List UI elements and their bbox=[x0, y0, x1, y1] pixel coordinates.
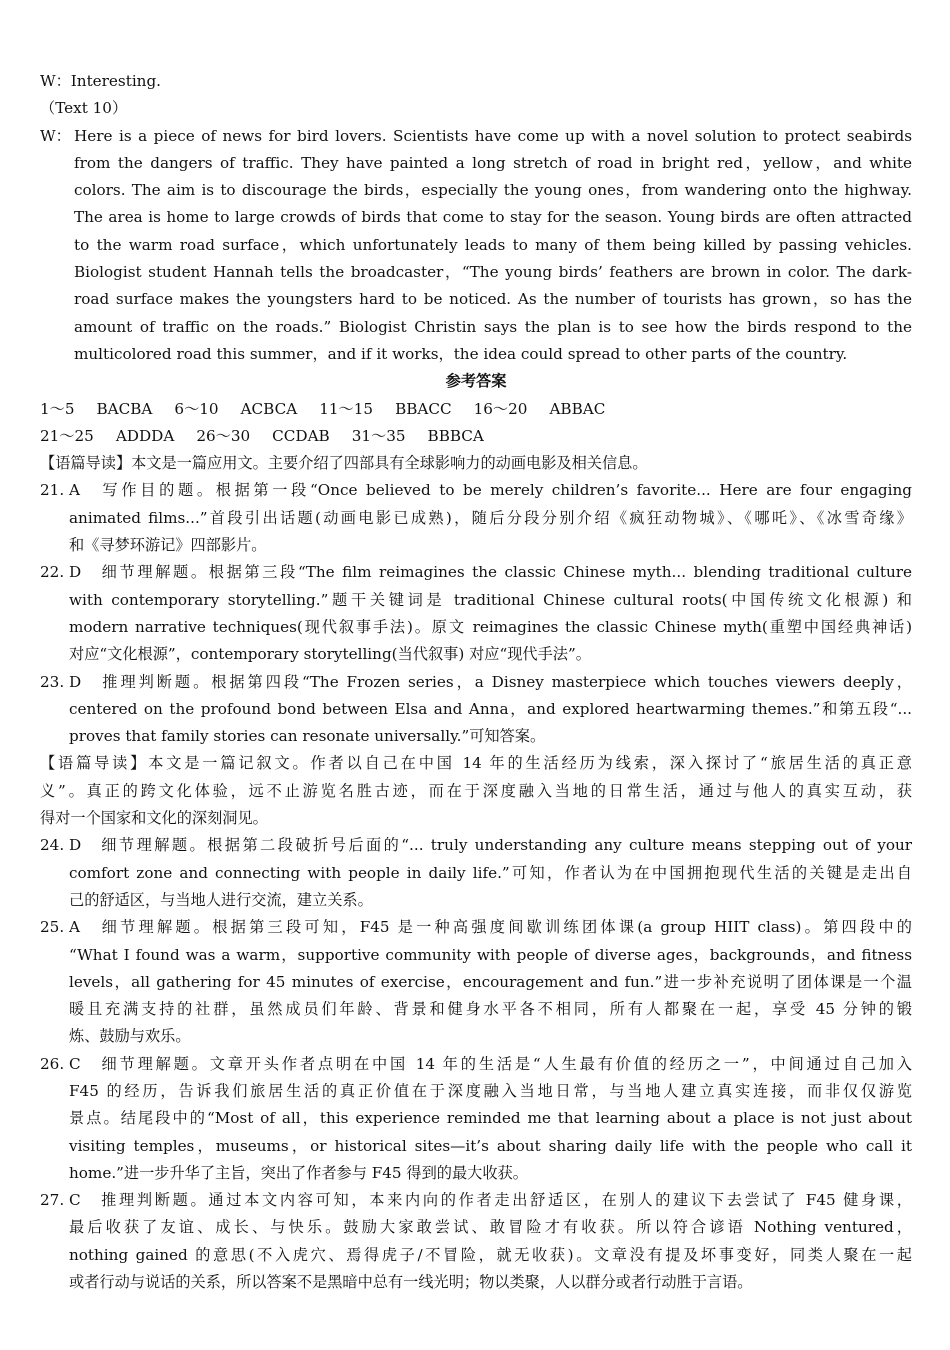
answer-range: 1～5 bbox=[40, 399, 75, 418]
answer-key: BBBCA bbox=[427, 426, 484, 445]
answer-key: BACBA bbox=[96, 399, 153, 418]
explanation-line: A 写作目的题。根据第一段“Once believed to be merely children’s favorite... Here are four engaging bbox=[69, 481, 912, 500]
explanation-27 bbox=[40, 1187, 912, 1296]
news-line: amount of traffic on the roads.” Biologist Christin says the plan is to see how the birds respond to the bbox=[74, 317, 912, 336]
explanation-line: home.”进一步升华了主旨，突出了作者参与 F45 得到的最大收获。 bbox=[69, 1163, 528, 1182]
explanation-line: 暖且充满支持的社群，虽然成员们年龄、背景和健身水平各不相同，所有人都聚在一起，享受 45 分钟的锻 bbox=[69, 1000, 912, 1019]
explanation-line: animated films...”首段引出话题(动画电影已成熟)，随后分段分别介绍《疯狂动物城》、《哪吒》、《冰雪奇缘》 bbox=[69, 508, 912, 527]
explanation-line: D 细节理解题。根据第二段破折号后面的“... truly understanding any culture means stepping out of your bbox=[69, 836, 912, 855]
explanation-24 bbox=[40, 832, 912, 914]
answer-key: CCDAB bbox=[272, 426, 330, 445]
answer-key: ADDDA bbox=[115, 426, 175, 445]
explanation-21 bbox=[40, 477, 912, 559]
text10-label: （Text 10） bbox=[40, 99, 128, 118]
speaker-label: W： bbox=[40, 126, 71, 145]
explanation-26 bbox=[40, 1051, 912, 1187]
explanation-line: D 推理判断题。根据第四段“The Frozen series，a Disney masterpiece which touches viewers deeply， bbox=[69, 672, 912, 691]
explanation-line: 景点。结尾段中的“Most of all，this experience reminded me that learning about a place is not just about bbox=[69, 1109, 912, 1128]
answer-key: ACBCA bbox=[240, 399, 298, 418]
guide-line: 得对一个国家和文化的深刻洞见。 bbox=[40, 809, 268, 828]
news-line: from the dangers of traffic. They have painted a long stretch of road in bright red，yellow，and white bbox=[74, 153, 912, 172]
explanation-line: modern narrative techniques(现代叙事手法)。原文 reimagines the classic Chinese myth(重塑中国经典神话) bbox=[69, 617, 912, 636]
question-number: 22. bbox=[40, 563, 65, 582]
question-number: 25. bbox=[40, 918, 65, 937]
explanation-25 bbox=[40, 914, 912, 1050]
transcript-line-interesting: W：Interesting. bbox=[40, 72, 162, 90]
explanation-line: 炼、鼓励与欢乐。 bbox=[69, 1027, 191, 1046]
news-line: Biologist student Hannah tells the broadcaster，“The young birds’ feathers are brown in color. The dark- bbox=[74, 263, 912, 282]
question-number: 23. bbox=[40, 672, 65, 691]
passage-guide-2 bbox=[40, 750, 912, 832]
transcript-news bbox=[40, 123, 912, 369]
explanation-line: 己的舒适区，与当地人进行交流，建立关系。 bbox=[69, 890, 373, 909]
answer-range: 16～20 bbox=[473, 399, 528, 418]
news-line: multicolored road this summer，and if it works，the idea could spread to other parts of the country. bbox=[74, 344, 848, 363]
answer-key: ABBAC bbox=[549, 399, 606, 418]
answers-row-1 bbox=[40, 396, 912, 423]
question-number: 24. bbox=[40, 836, 65, 855]
answer-range: 21～25 bbox=[40, 426, 94, 445]
answers-title: 参考答案 bbox=[445, 372, 507, 391]
explanation-line: A 细节理解题。根据第三段可知，F45 是一种高强度间歇训练团体课(a group HIIT class)。第四段中的 bbox=[69, 918, 912, 937]
explanation-line: 和《寻梦环游记》四部影片。 bbox=[69, 536, 267, 555]
news-line: colors. The aim is to discourage the birds，especially the young ones，from wandering onto the highway. bbox=[74, 181, 912, 200]
explanation-line: D 细节理解题。根据第三段“The film reimagines the classic Chinese myth... blending traditional culture bbox=[69, 563, 912, 582]
explanation-line: 对应“文化根源”，contemporary storytelling(当代叙事) 对应“现代手法”。 bbox=[69, 645, 591, 664]
answer-document bbox=[40, 68, 912, 1296]
explanation-line: with contemporary storytelling.”题干关键词是 traditional Chinese cultural roots(中国传统文化根源) 和 bbox=[69, 590, 912, 609]
explanation-line: comfort zone and connecting with people in daily life.”可知，作者认为在中国拥抱现代生活的关键是走出自 bbox=[69, 863, 912, 882]
passage-guide-1: 【语篇导读】本文是一篇应用文。主要介绍了四部具有全球影响力的动画电影及相关信息。 bbox=[40, 454, 648, 473]
explanation-line: 或者行动与说话的关系，所以答案不是黑暗中总有一线光明；物以类聚，人以群分或者行动胜于言语。 bbox=[69, 1273, 753, 1292]
explanation-line: C 细节理解题。文章开头作者点明在中国 14 年的生活是“人生最有价值的经历之一”，中间通过自己加入 bbox=[69, 1054, 912, 1073]
explanation-22 bbox=[40, 559, 912, 668]
explanation-line: “What I found was a warm，supportive community with people of diverse ages，backgrounds，and fitness bbox=[69, 945, 912, 964]
answer-range: 26～30 bbox=[196, 426, 251, 445]
explanation-line: C 推理判断题。通过本文内容可知，本来内向的作者走出舒适区，在别人的建议下去尝试了 F45 健身课， bbox=[69, 1191, 912, 1210]
explanation-line: levels，all gathering for 45 minutes of exercise，encouragement and fun.”进一步补充说明了团体课是一个温 bbox=[69, 972, 912, 991]
answer-range: 31～35 bbox=[351, 426, 406, 445]
explanation-line: centered on the profound bond between Elsa and Anna，and explored heartwarming themes.”和第五段“... bbox=[69, 699, 912, 718]
guide-line: 【语篇导读】本文是一篇记叙文。作者以自己在中国 14 年的生活经历为线索，深入探讨了“旅居生活的真正意 bbox=[40, 754, 912, 773]
question-number: 27. bbox=[40, 1191, 65, 1210]
explanation-line: 最后收获了友谊、成长、与快乐。鼓励大家敢尝试、敢冒险才有收获。所以符合谚语 Nothing ventured， bbox=[69, 1218, 912, 1237]
news-line: to the warm road surface，which unfortunately leads to many of them being killed by passing vehicles. bbox=[74, 235, 912, 254]
guide-line: 义”。真正的跨文化体验，远不止游览名胜古迹，而在于深度融入当地的日常生活，通过与他人的真实互动，获 bbox=[40, 781, 912, 800]
news-line: Here is a piece of news for bird lovers. Scientists have come up with a novel solution to protect seabirds bbox=[74, 126, 912, 145]
explanation-line: proves that family stories can resonate universally.”可知答案。 bbox=[69, 727, 546, 746]
answers-row-2 bbox=[40, 423, 912, 450]
answer-range: 6～10 bbox=[174, 399, 219, 418]
answer-key: BBACC bbox=[395, 399, 452, 418]
explanation-line: nothing gained 的意思(不入虎穴、焉得虎子/不冒险，就无收获)。文章没有提及坏事变好，同类人聚在一起 bbox=[69, 1245, 912, 1264]
explanation-line: visiting temples，museums，or historical sites—it’s about sharing daily life with the people who call it bbox=[69, 1136, 912, 1155]
question-number: 26. bbox=[40, 1054, 65, 1073]
question-number: 21. bbox=[40, 481, 65, 500]
explanation-23 bbox=[40, 669, 912, 751]
news-line: road surface makes the youngsters hard to be noticed. As the number of tourists has grown，so has the bbox=[74, 290, 912, 309]
explanation-line: F45 的经历，告诉我们旅居生活的真正价值在于深度融入当地日常，与当地人建立真实连接，而非仅仅游览 bbox=[69, 1081, 912, 1100]
answer-range: 11～15 bbox=[319, 399, 374, 418]
news-line: The area is home to large crowds of birds that come to stay for the season. Young birds are often attracted bbox=[74, 208, 912, 227]
